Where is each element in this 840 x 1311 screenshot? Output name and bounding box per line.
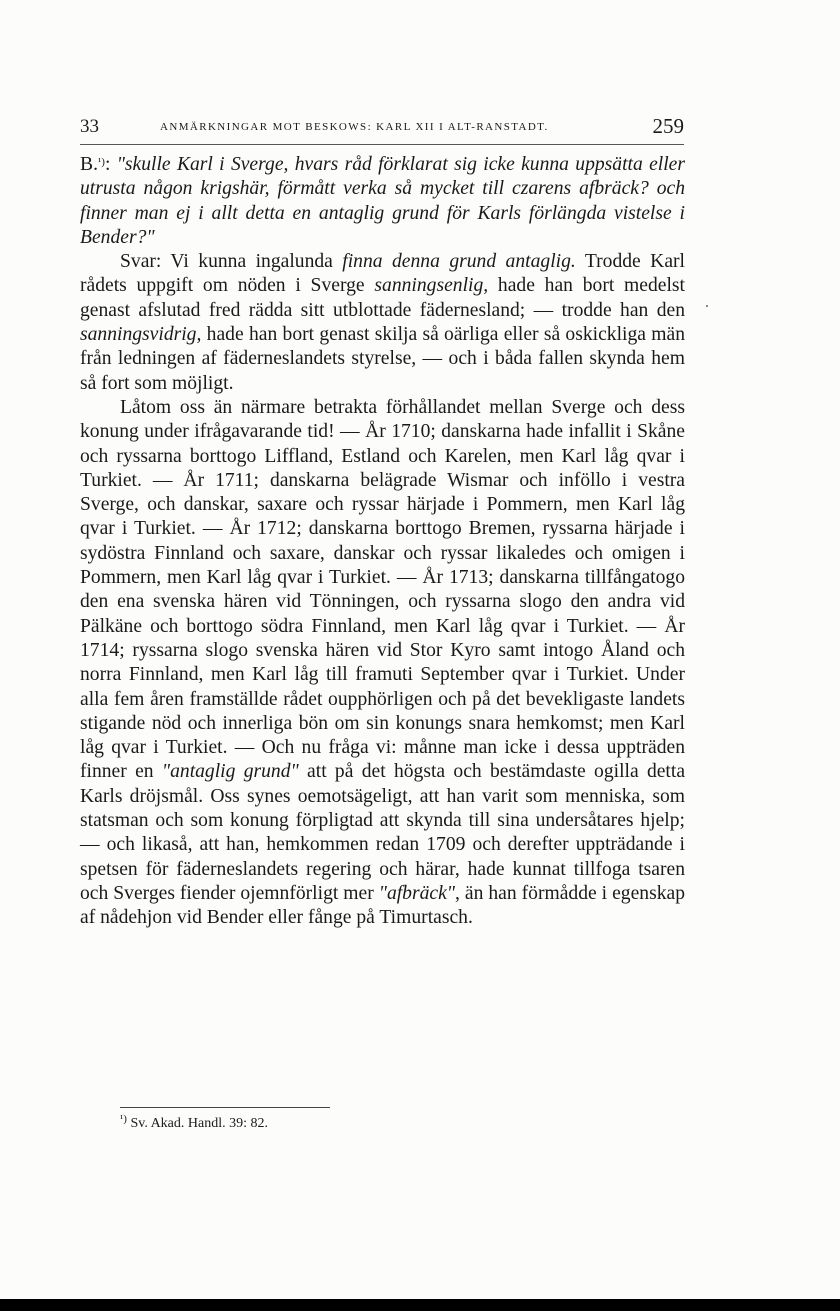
paragraph-answer: [80, 250, 685, 396]
answer-italic-2: sanningsenlig,: [374, 275, 489, 297]
header-section-number: 33: [80, 116, 99, 137]
footnote-divider: [120, 1107, 330, 1108]
scan-bottom-edge: [0, 1299, 840, 1311]
colon: :: [104, 154, 117, 175]
answer-text-3: hade han bort medelst genast afslutad fred rädda sitt utblottade fädernesland; — trodde han den: [80, 275, 685, 321]
footnote-mark: ¹): [120, 1113, 127, 1125]
paragraph-chronology: [80, 396, 685, 931]
answer-text-4: hade han bort genast skilja så oärliga eller så oskickliga män från ledningen af fäderneslandets styrelse, — och i båda fallen skynda hem så fort som möjligt.: [80, 324, 685, 394]
header-running-title: ANMÄRKNINGAR MOT BESKOWS: KARL XII I ALT-RANSTADT.: [160, 121, 549, 133]
paragraph-question: [80, 150, 685, 250]
chronology-text-1: Låtom oss än närmare betrakta förhållandet mellan Sverge och dess konung under ifrågavarande tid! — År 1710; danskarna hade infallit i Skåne och ryssarna borttogo Liffland, Estland och Karelen, men Karl låg qvar i Turkiet. — År 1711; danskarna belägrade Wismar och inföllo i vestra Sverge, och danskar, saxare och ryssar härjade i Pommern, men Karl låg qvar i Turkiet. — År 1712; danskarna borttogo Bremen, ryssarna härjade i sydöstra Finnland och saxare, danskar och ryssar likaledes och omigen i Pommern, men Karl låg qvar i Turkiet. — År 1713; danskarna tillfångatogo den ena svenska hären vid Tönningen, och ryssarna slogo den andra vid Pälkäne och borttogo södra Finnland, men Karl låg qvar i Turkiet. — År 1714; ryssarna slogo svenska hären vid Stor Kyro samt intogo Åland och norra Finnland, men Karl låg till framuti September qvar i Turkiet. Under alla fem åren framställde rådet oupphörligen och på det bevekligaste landets stigande nöd och innerliga bön om sin konungs snara hemkomst; men Karl låg qvar i Turkiet. — Och nu fråga vi: månne man icke i dessa uppträden finner en: [80, 396, 685, 783]
chronology-text-3: , än han förmådde i egenskap af nådehjon vid Bender eller fånge på Timurtasch.: [80, 882, 685, 929]
answer-text-1: Svar: Vi kunna ingalunda: [120, 251, 343, 273]
running-header: [80, 112, 684, 145]
paragraph-lead: B.: [80, 154, 98, 175]
answer-text-2: Trodde Karl rådets uppgift om nöden i Sverge: [80, 251, 685, 297]
footnote-marker: ¹): [97, 156, 105, 168]
answer-italic-1: finna denna grund antaglig.: [342, 251, 576, 273]
scan-speck: [706, 305, 708, 307]
chronology-italic-2: "afbräck": [378, 882, 456, 904]
chronology-italic-1: "antaglig grund": [161, 761, 299, 783]
footnote: [120, 1113, 268, 1132]
quoted-question: "skulle Karl i Sverge, hvars råd förklarat sig icke kunna uppsätta eller utrusta någon krigshär, förmått verka så mycket till czarens afbräck? och finner man ej i allt detta en antaglig grund för Karls förlängda vistelse i Bender?": [80, 154, 686, 248]
page-number: 259: [652, 114, 684, 138]
chronology-text-2: att på det högsta och bestämdaste ogilla detta Karls dröjsmål. Oss synes oemotsägeligt, att han varit som menniska, som statsman och som konung förpligtad att skynda till sina undersåtares hjelp; — och likaså, att han, hemkommen redan 1709 och derefter uppträdande i spetsen för fäderneslandets regering och härar, hade kunnat tillfoga tsaren och Sverges fiender ojemnförligt mer: [80, 761, 686, 904]
answer-italic-3: sanningsvidrig,: [80, 324, 202, 346]
body-text: [80, 150, 685, 931]
footnote-text: Sv. Akad. Handl. 39: 82.: [126, 1116, 269, 1131]
